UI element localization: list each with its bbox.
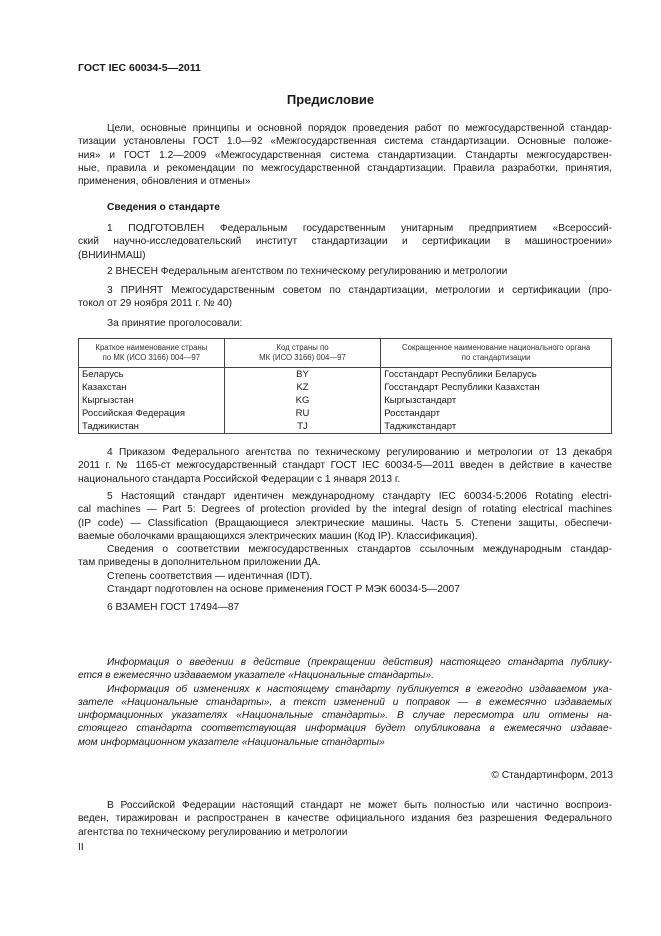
table-row (79, 420, 612, 434)
header-line: по МК (ИСО 3166) 004—97 (102, 353, 201, 362)
item-3-line: токол от 29 ноября 2011 г. № 40) (78, 298, 232, 310)
item-2-line: 2 ВНЕСЕН Федеральным агентством по техническому регулированию и метрологии (107, 266, 508, 277)
intro-line: применения, обновления и отмены» (78, 176, 251, 188)
cell-body: Госстандарт Республики Казахстан (381, 381, 612, 394)
item-5-refs-line: там приведены в дополнительном приложении ДА. (78, 557, 321, 569)
item-5-line: cal machines — Part 5: Degrees of protection provided by the integral design of rotating electrical machines (78, 504, 612, 516)
header-line: по стандартизации (461, 353, 531, 362)
cell-country: Таджикистан (79, 420, 225, 434)
intro-line: тизации установлены ГОСТ 1.0—92 «Межгосударственная система стандартизации. Основные положе- (78, 136, 612, 148)
item-1 (78, 222, 612, 262)
cell-country: Казахстан (79, 381, 225, 394)
legal-line: В Российской Федерации настоящий стандарт не может быть полностью или частично воспроиз- (107, 800, 612, 811)
legal-notice (78, 799, 612, 839)
cell-body: Кыргызстандарт (381, 394, 612, 407)
item-5-prepared: Стандарт подготовлен на основе применения ГОСТ Р МЭК 60034-5—2007 (107, 584, 460, 596)
item-4 (78, 446, 612, 486)
legal-line: веден, тиражирован и распространен в качестве официального издания без разрешения Федерального (78, 813, 612, 825)
item-5-refs-line: Сведения о соответствии межгосударственных стандартов ссылочным международным стандар- (107, 544, 612, 556)
cell-country: Российская Федерация (79, 407, 225, 420)
document-code: ГОСТ IEC 60034-5—2011 (78, 62, 201, 74)
item-6-line: 6 ВЗАМЕН ГОСТ 17494—87 (107, 602, 240, 613)
intro-line: ния» и ГОСТ 1.2—2009 «Межгосударственная система стандартизации. Стандарты межгосударствен- (78, 149, 612, 161)
cell-code: TJ (224, 420, 381, 434)
item-2 (78, 265, 612, 278)
item-3-line: 3 ПРИНЯТ Межгосударственным советом по стандартизации, метрологии и сертификации (про- (107, 285, 612, 296)
item-6 (78, 601, 612, 614)
item-1-line: ский научно-исследовательский институт стандартизации и сертификации в машиностроении» (78, 236, 612, 248)
table-header-body (381, 339, 612, 368)
legal-line: агентства по техническому регулированию и метрологии (78, 826, 348, 838)
cell-body: Росстандарт (381, 407, 612, 420)
page-number: II (78, 842, 84, 853)
voting-table (78, 338, 612, 434)
cell-country: Кыргызстан (79, 394, 225, 407)
table-header-code (224, 339, 381, 368)
page-title: Предисловие (286, 92, 375, 107)
cell-code: KG (224, 394, 381, 407)
info-line: Информация об изменениях к настоящему стандарту публикуется в ежегодно издаваемом ука- (107, 683, 612, 695)
cell-body: Госстандарт Республики Беларусь (381, 368, 612, 382)
item-5 (78, 490, 612, 596)
intro-paragraph (78, 122, 612, 188)
info-line: стоящего стандарта соответствующая информация будет опубликована в ежемесячно издавае- (78, 723, 612, 735)
info-line: зателе «Национальные стандарты», а текст изменений и поправок — в ежемесячно издаваемых (78, 696, 612, 708)
intro-line: Цели, основные принципы и основной порядок проведения работ по межгосударственной стандар- (107, 123, 612, 134)
info-intro-paragraph (78, 656, 612, 749)
item-5-line: ваемые оболочками вращающихся электрических машин (Код IP). Классификация). (78, 530, 478, 542)
table-row (79, 368, 612, 382)
item-4-line: 2011 г. № 1165-ст межгосударственный стандарт ГОСТ IEC 60034-5—2011 введен в действие в качестве (78, 460, 612, 472)
intro-line: ные, правила и рекомендации по межгосударственной стандартизации. Правила разработки, принятия, (78, 162, 612, 174)
header-line: Сокращенное наименование национального органа (402, 343, 591, 352)
header-line: Код страны по (276, 343, 329, 352)
item-5-line: (IP code) — Classification (Вращающиеся электрические машины. Часть 5. Степени защиты, обеспечи- (78, 517, 612, 529)
table-row (79, 381, 612, 394)
info-line: информационных указателях «Национальные стандарты». В случае пересмотра или отмены на- (78, 710, 612, 722)
item-4-line: 4 Приказом Федерального агентства по техническому регулированию и метрологии от 13 декабря (107, 447, 612, 458)
item-5-degree: Степень соответствия — идентичная (IDT). (107, 570, 313, 582)
cell-code: RU (224, 407, 381, 420)
table-header-country (79, 339, 225, 368)
item-1-line: 1 ПОДГОТОВЛЕН Федеральным государственным унитарным предприятием «Всероссий- (107, 223, 612, 234)
voted-label (78, 317, 612, 330)
voted-label-text: За принятие проголосовали: (107, 318, 243, 329)
section-title: Сведения о стандарте (107, 202, 220, 213)
item-3 (78, 284, 612, 311)
table-row (79, 394, 612, 407)
header-line: Краткое наименование страны (95, 343, 208, 352)
cell-code: KZ (224, 381, 381, 394)
header-line: МК (ИСО 3166) 004—97 (259, 353, 346, 362)
table-row (79, 407, 612, 420)
item-5-line: 5 Настоящий стандарт идентичен международному стандарту IEC 60034-5:2006 Rotating electri- (107, 491, 612, 502)
info-line: мом информационном указателе «Национальные стандарты» (78, 736, 385, 748)
info-line: ется в ежемесячно издаваемом указателе «Национальные стандарты». (78, 670, 434, 682)
table-header-row (79, 339, 612, 368)
item-1-line: (ВНИИНМАШ) (78, 249, 146, 261)
cell-country: Беларусь (79, 368, 225, 382)
cell-body: Таджикстандарт (381, 420, 612, 434)
cell-code: BY (224, 368, 381, 382)
copyright: © Стандартинформ, 2013 (491, 770, 613, 781)
info-line: Информация о введении в действие (прекращении действия) настоящего стандарта публику- (107, 657, 612, 668)
item-4-line: национального стандарта Российской Федерации с 1 января 2013 г. (78, 473, 401, 485)
